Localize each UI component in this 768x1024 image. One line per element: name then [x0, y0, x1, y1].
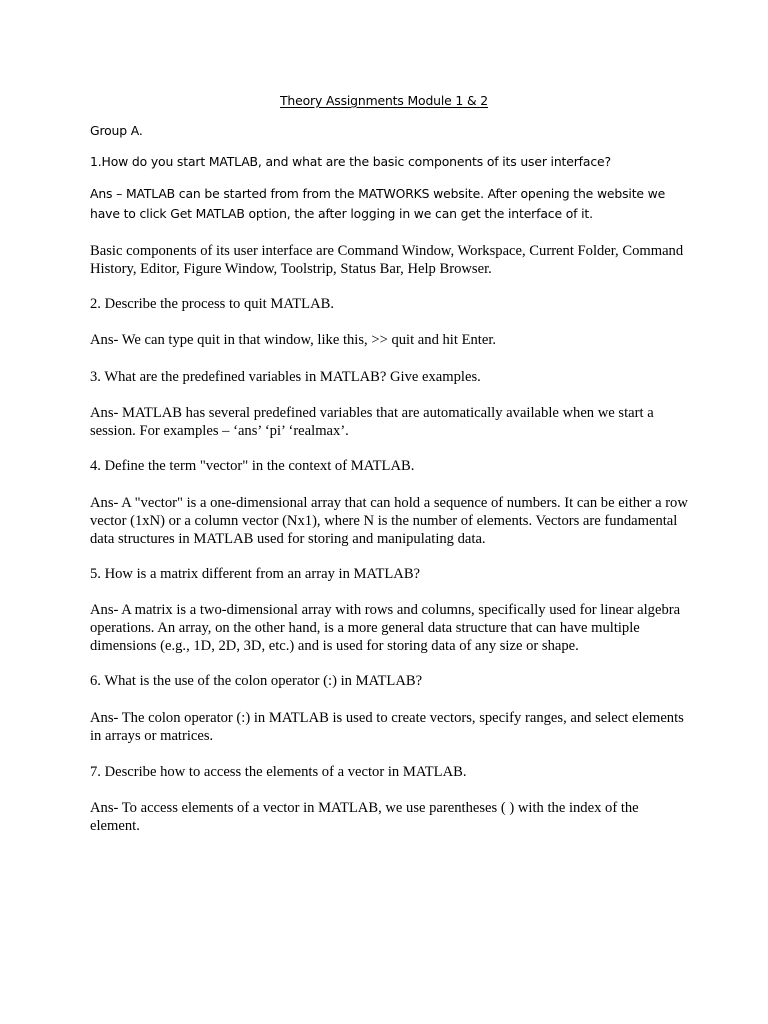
answer-2: Ans- We can type quit in that window, like this, >> quit and hit Enter. [90, 332, 497, 348]
question-4: 4. Define the term "vector" in the context of MATLAB. [90, 458, 415, 474]
answer-1: Ans – MATLAB can be started from from the MATWORKS website. After opening the website we have to click Get MATLAB option, the after logging in we can get the interface of it. [90, 186, 666, 221]
answer-4: Ans- A "vector" is a one-dimensional array that can hold a sequence of numbers. It can be either a row vector (1xN) or a column vector (Nx1), where N is the number of elements. Vectors are fundamental data structures in MATLAB used for storing and manipulating data. [90, 495, 688, 547]
group-heading: Group A. [90, 123, 143, 138]
answer-1-components: Basic components of its user interface are Command Window, Workspace, Current Folder, Command History, Editor, Figure Window, Toolstrip, Status Bar, Help Browser. [90, 243, 684, 277]
answer-6: Ans- The colon operator (:) in MATLAB is used to create vectors, specify ranges, and select elements in arrays or matrices. [90, 710, 684, 744]
question-2: 2. Describe the process to quit MATLAB. [90, 296, 334, 312]
question-5: 5. How is a matrix different from an array in MATLAB? [90, 566, 421, 582]
answer-7: Ans- To access elements of a vector in MATLAB, we use parentheses ( ) with the index of the element. [90, 800, 639, 834]
document-title: Theory Assignments Module 1 & 2 [280, 93, 488, 108]
question-1: 1.How do you start MATLAB, and what are the basic components of its user interface? [90, 154, 611, 169]
answer-5: Ans- A matrix is a two-dimensional array with rows and columns, specifically used for linear algebra operations. An array, on the other hand, is a more general data structure that can have multiple dimensions (e.g., 1D, 2D, 3D, etc.) and is used for storing data of any size or shape. [90, 602, 681, 654]
question-6: 6. What is the use of the colon operator (:) in MATLAB? [90, 673, 423, 689]
answer-3: Ans- MATLAB has several predefined variables that are automatically available when we start a session. For examples – ‘ans’ ‘pi’ ‘realmax’. [90, 405, 654, 439]
question-3: 3. What are the predefined variables in MATLAB? Give examples. [90, 369, 481, 385]
question-7: 7. Describe how to access the elements of a vector in MATLAB. [90, 764, 467, 780]
